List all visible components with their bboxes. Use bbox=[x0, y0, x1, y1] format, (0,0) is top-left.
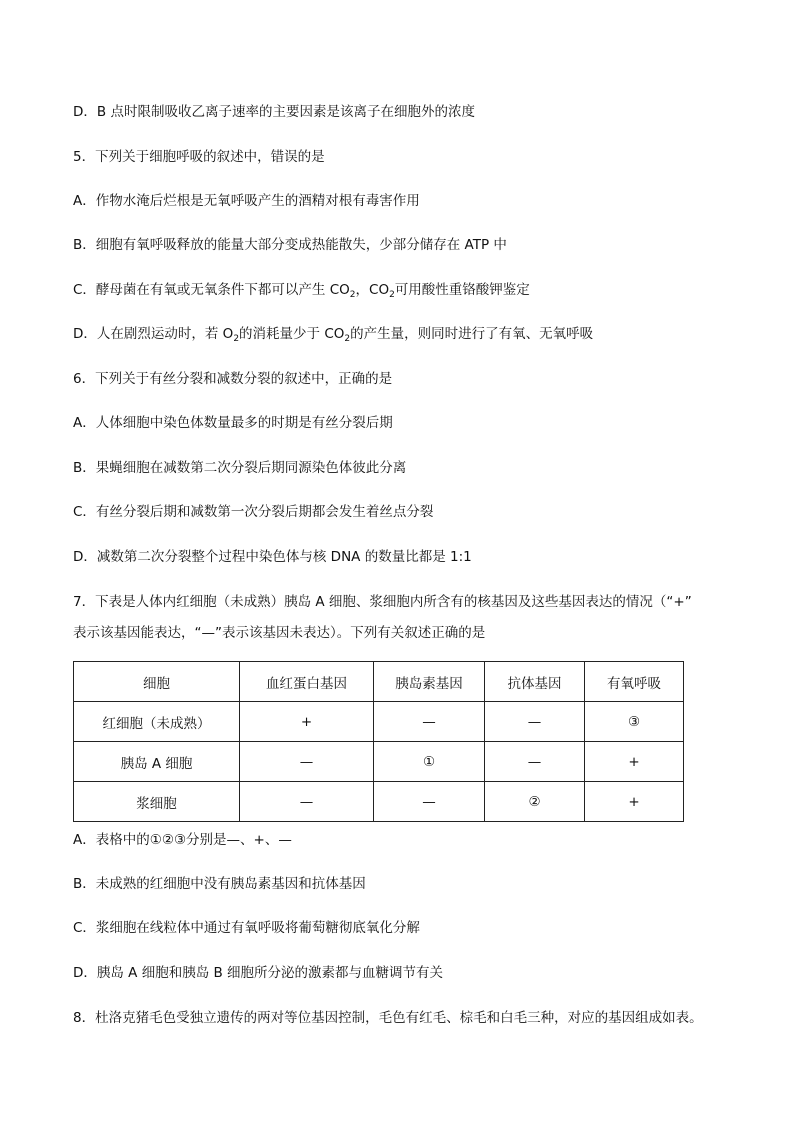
table-cell: ② bbox=[485, 782, 585, 822]
q6-stem: 6．下列关于有丝分裂和减数分裂的叙述中，正确的是 bbox=[73, 371, 393, 387]
q5-option-b: B．细胞有氧呼吸释放的能量大部分变成热能散失，少部分储存在 ATP 中 bbox=[73, 237, 507, 253]
q6-option-b: B．果蝇细胞在减数第二次分裂后期同源染色体彼此分离 bbox=[73, 460, 407, 476]
table-cell: + bbox=[585, 742, 684, 782]
q6-option-a: A．人体细胞中染色体数量最多的时期是有丝分裂后期 bbox=[73, 415, 393, 431]
q6-option-d: D．减数第二次分裂整个过程中染色体与核 DNA 的数量比都是 1:1 bbox=[73, 549, 472, 565]
table-cell: + bbox=[240, 702, 374, 742]
q5-option-c-text-2: ，CO bbox=[355, 282, 390, 298]
table-header-cell: 抗体基因 bbox=[485, 662, 585, 702]
table-row bbox=[74, 742, 684, 782]
q5-stem: 5．下列关于细胞呼吸的叙述中，错误的是 bbox=[73, 149, 325, 165]
q5-option-d-sub-2: 2 bbox=[344, 334, 351, 344]
table-cell: — bbox=[240, 742, 374, 782]
table-cell: — bbox=[374, 702, 485, 742]
gene-expression-table bbox=[73, 661, 684, 822]
q7-option-a: A．表格中的①②③分别是—、+、— bbox=[73, 832, 292, 848]
table-header-cell: 血红蛋白基因 bbox=[240, 662, 374, 702]
q5-option-d-text-1: D．人在剧烈运动时，若 O bbox=[73, 326, 234, 342]
table-header-cell: 胰岛素基因 bbox=[374, 662, 485, 702]
q5-option-a: A．作物水淹后烂根是无氧呼吸产生的酒精对根有毒害作用 bbox=[73, 193, 420, 209]
table-row bbox=[74, 782, 684, 822]
table-cell: — bbox=[240, 782, 374, 822]
q5-option-d bbox=[73, 324, 593, 344]
table-header-cell: 细胞 bbox=[74, 662, 240, 702]
q7-stem-line-2: 表示该基因能表达，“—”表示该基因未表达）。下列有关叙述正确的是 bbox=[73, 625, 486, 641]
q5-option-d-sub-1: 2 bbox=[233, 334, 240, 344]
table-header-row bbox=[74, 662, 684, 702]
q5-option-d-text-3: 的产生量，则同时进行了有氧、无氧呼吸 bbox=[350, 326, 594, 342]
q8-stem: 8．杜洛克猪毛色受独立遗传的两对等位基因控制，毛色有红毛、棕毛和白毛三种，对应的基因组成如表。 bbox=[73, 1010, 703, 1026]
table-cell: ① bbox=[374, 742, 485, 782]
table-cell: 红细胞（未成熟） bbox=[74, 702, 240, 742]
table-cell: ③ bbox=[585, 702, 684, 742]
q5-option-c-sub-1: 2 bbox=[349, 290, 356, 300]
table-header-cell: 有氧呼吸 bbox=[585, 662, 684, 702]
q7-option-b: B．未成熟的红细胞中没有胰岛素基因和抗体基因 bbox=[73, 876, 366, 892]
q4-option-d: D．B 点时限制吸收乙离子速率的主要因素是该离子在细胞外的浓度 bbox=[73, 104, 475, 120]
q5-option-c bbox=[73, 280, 530, 300]
table-cell: 浆细胞 bbox=[74, 782, 240, 822]
table-cell: — bbox=[374, 782, 485, 822]
q5-option-c-text-1: C．酵母菌在有氧或无氧条件下都可以产生 CO bbox=[73, 282, 350, 298]
q6-option-c: C．有丝分裂后期和减数第一次分裂后期都会发生着丝点分裂 bbox=[73, 504, 434, 520]
table-cell: — bbox=[485, 742, 585, 782]
table-cell: — bbox=[485, 702, 585, 742]
q5-option-c-text-3: 可用酸性重铬酸钾鉴定 bbox=[394, 282, 530, 298]
q7-option-c: C．浆细胞在线粒体中通过有氧呼吸将葡萄糖彻底氧化分解 bbox=[73, 920, 420, 936]
table-row bbox=[74, 702, 684, 742]
table-cell: + bbox=[585, 782, 684, 822]
q7-option-d: D．胰岛 A 细胞和胰岛 B 细胞所分泌的激素都与血糖调节有关 bbox=[73, 965, 444, 981]
q5-option-c-sub-2: 2 bbox=[389, 290, 395, 300]
table-cell: 胰岛 A 细胞 bbox=[74, 742, 240, 782]
q7-stem-line-1: 7．下表是人体内红细胞（未成熟）胰岛 A 细胞、浆细胞内所含有的核基因及这些基因表达的情况（“+” bbox=[73, 594, 692, 610]
q5-option-d-text-2: 的消耗量少于 CO bbox=[239, 326, 345, 342]
